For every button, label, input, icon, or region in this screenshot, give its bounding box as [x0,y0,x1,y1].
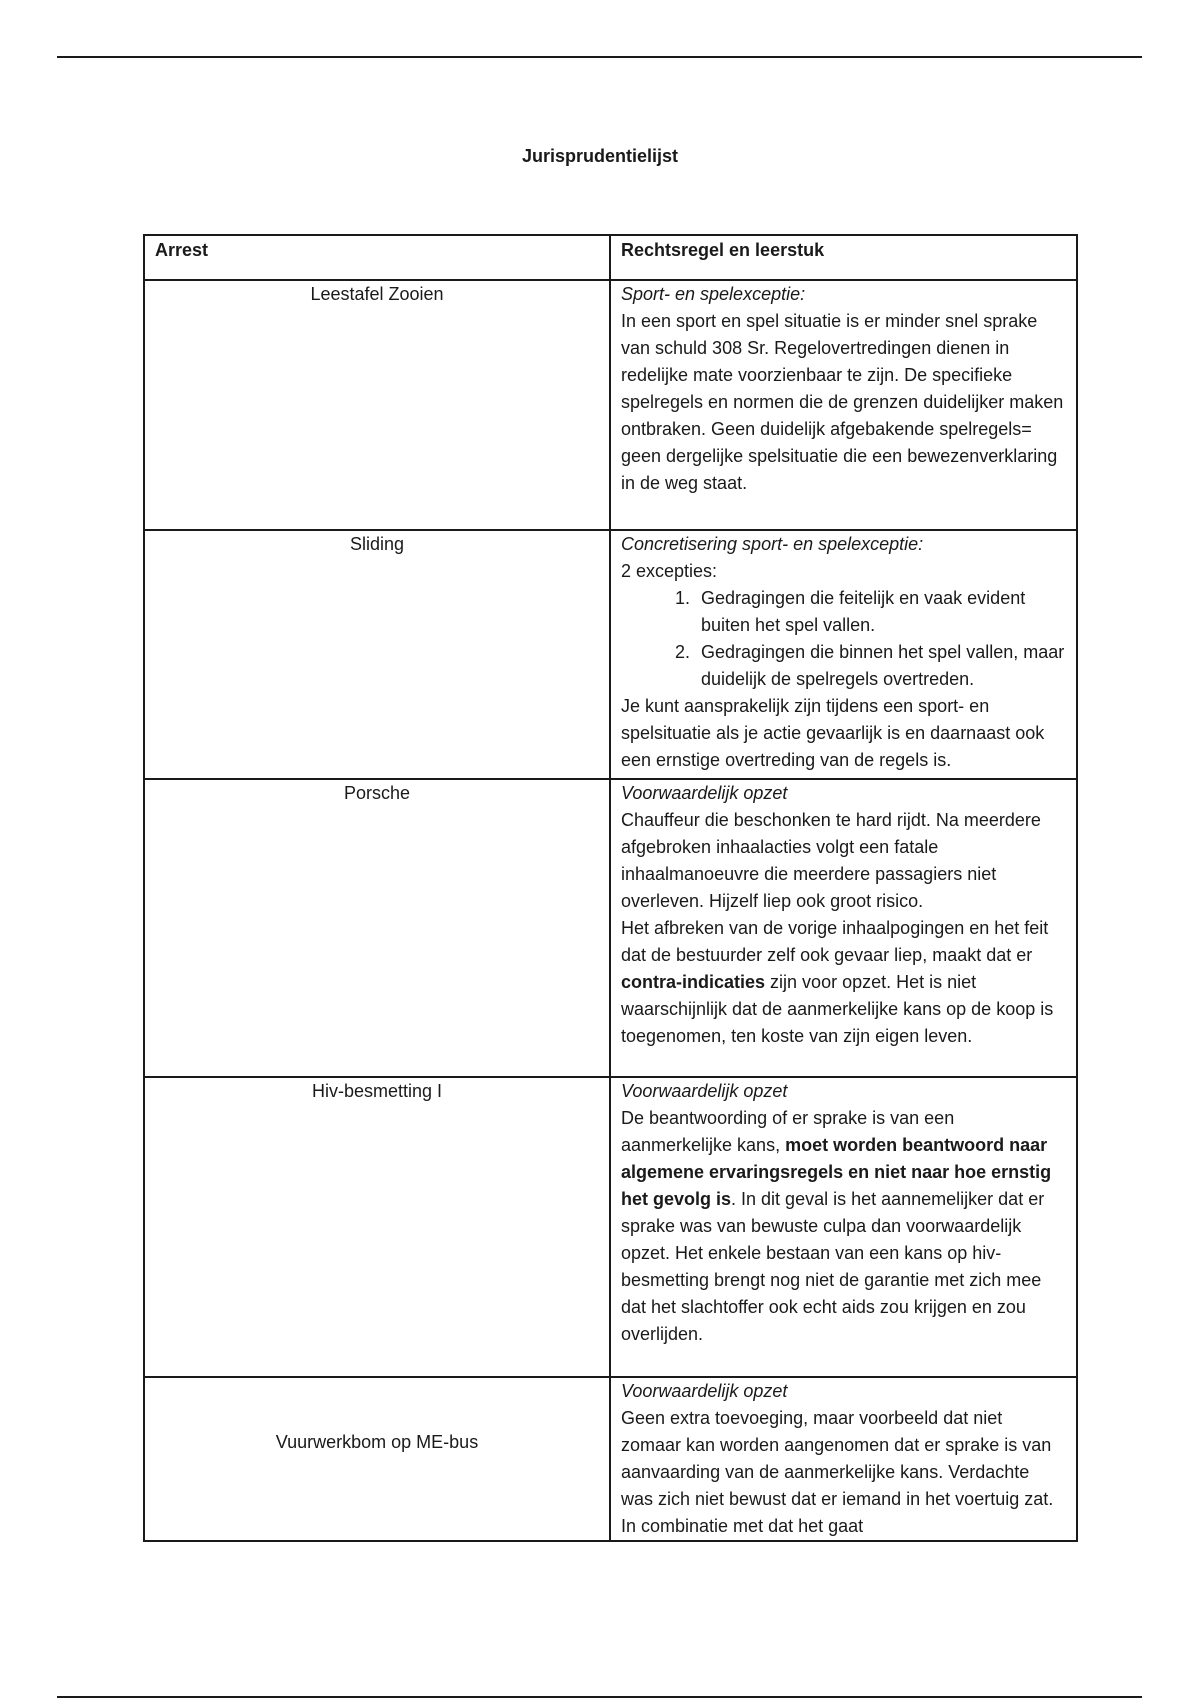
rule-text: Geen extra toevoeging, maar voorbeeld dat niet zomaar kan worden aangenomen dat er sprake is van aanvaarding van de aanmerkelijke kans. Verdachte was zich niet bewust dat er iemand in het voertuig zat. In combinatie met dat het gaat [621,1408,1054,1536]
rule-text-part: zijn voor opzet. Het is niet waarschijnlijk dat de aanmerkelijke kans op de koop is toegenomen, ten koste van zijn eigen leven. [621,972,1054,1046]
rule-intro: 2 excepties: [621,561,718,581]
rule-text: Chauffeur die beschonken te hard rijdt. Na meerdere afgebroken inhaalacties volgt een fatale inhaalmanoeuvre die meerdere passagiers niet overleven. Hijzelf liep ook groot risico. [621,810,1041,911]
column-header-arrest: Arrest [144,235,610,280]
exceptions-list [621,585,1066,693]
rule-text-part: Het afbreken van de vorige inhaalpogingen en het feit dat de bestuurder zelf ook gevaar liep, maakt dat er [621,918,1049,965]
rule-text-emphasis: contra-indicaties [621,972,766,992]
rule-cell [610,530,1077,779]
rule-cell [610,280,1077,530]
rule-heading: Voorwaardelijk opzet [621,783,788,803]
list-item: 1. Gedragingen die feitelijk en vaak evident buiten het spel vallen. [695,585,1066,639]
list-item: 2. Gedragingen die binnen het spel vallen, maar duidelijk de spelregels overtreden. [695,639,1066,693]
rule-heading: Concretisering sport- en spelexceptie: [621,534,924,554]
arrest-name: Vuurwerkbom op ME-bus [144,1377,610,1541]
rule-heading: Voorwaardelijk opzet [621,1381,788,1401]
document-title: Jurisprudentielijst [521,146,679,166]
arrest-name: Sliding [144,530,610,779]
header-rule [57,56,1142,58]
footer-rule [57,1696,1142,1698]
rule-text-part: . In dit geval is het aannemelijker dat er sprake was van bewuste culpa dan voorwaardelijk opzet. Het enkele bestaan van een kans op hiv-besmetting brengt nog niet de garantie met zich mee dat het slachtoffer ook echt aids zou krijgen en zou overlijden. [621,1189,1045,1344]
rule-text-emphasis: moet worden beantwoord naar algemene ervaringsregels en niet naar hoe ernstig het gevolg is [621,1135,1052,1209]
rule-text-part: De beantwoording of er sprake is van een aanmerkelijke kans, [621,1108,955,1155]
rule-heading: Voorwaardelijk opzet [621,1081,788,1101]
column-header-rule: Rechtsregel en leerstuk [610,235,1077,280]
table-row [144,1377,1077,1541]
jurisprudence-table [143,234,1078,1542]
arrest-name: Porsche [144,779,610,1077]
table-row [144,779,1077,1077]
arrest-name: Leestafel Zooien [144,280,610,530]
table-row [144,280,1077,530]
table-row [144,530,1077,779]
rule-text: In een sport en spel situatie is er minder snel sprake van schuld 308 Sr. Regelovertredingen dienen in redelijke mate voorzienbaar te zijn. De specifieke spelregels en normen die de grenzen duidelijker maken ontbraken. Geen duidelijk afgebakende spelregels= geen dergelijke spelsituatie die een bewezenverklaring in de weg staat. [621,311,1064,493]
rule-text: Je kunt aansprakelijk zijn tijdens een sport- en spelsituatie als je actie gevaarlijk is en daarnaast ook een ernstige overtreding van de regels is. [621,696,1045,770]
rule-cell [610,1077,1077,1377]
rule-cell [610,1377,1077,1541]
rule-heading: Sport- en spelexceptie: [621,284,806,304]
rule-text [621,1105,1066,1348]
rule-text [621,915,1066,1050]
arrest-name: Hiv-besmetting I [144,1077,610,1377]
rule-cell [610,779,1077,1077]
table-row [144,1077,1077,1377]
table-header-row [144,235,1077,280]
